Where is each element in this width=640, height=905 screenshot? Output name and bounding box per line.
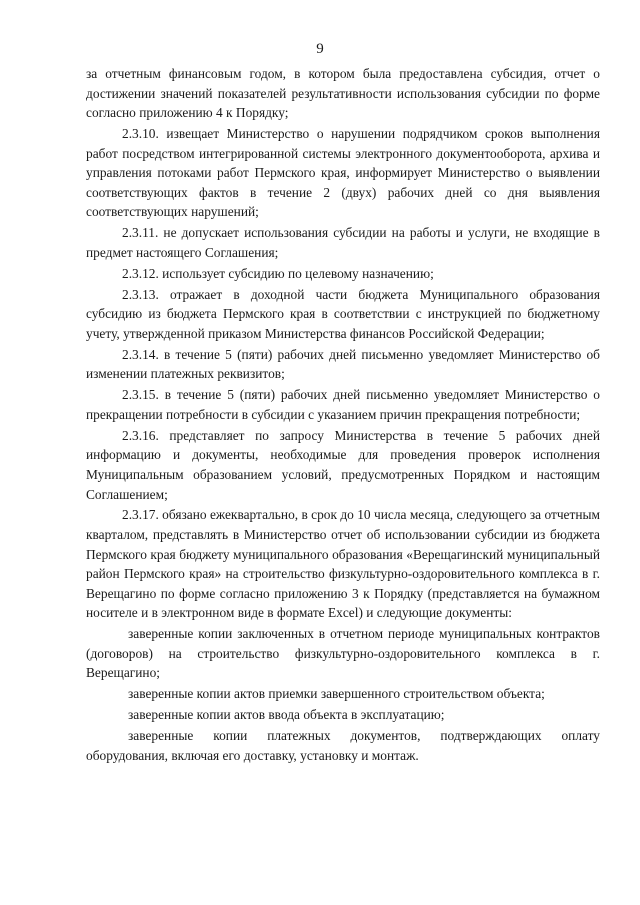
clause-2-3-13: 2.3.13. отражает в доходной части бюджета Муниципального образования субсидию из бюджета Пермского края в соответствии с инструкцией по бюджетному учету, утвержденной приказом Министерства финансов Российской Федерации;	[86, 286, 600, 341]
clause-2-3-17: 2.3.17. обязано ежеквартально, в срок до 10 числа месяца, следующего за отчетным кварталом, представлять в Министерство отчет об использовании субсидии из бюджета Пермского края бюджету муниципального образования «Верещагинский муниципальный район Пермского края» на строительство физкультурно-оздоровительного комплекса в г. Верещагино по форме согласно приложению 3 к Порядку (представляется на бумажном носителе и в электронном виде в формате Excel) и следующие документы:	[86, 507, 600, 621]
document-item-acceptance-acts: заверенные копии актов приемки завершенного строительством объекта;	[128, 686, 545, 702]
page-number: 9	[316, 41, 324, 57]
document-body	[86, 64, 600, 767]
clause-2-3-15: 2.3.15. в течение 5 (пяти) рабочих дней письменно уведомляет Министерство о прекращении потребности в субсидии с указанием причин прекращения потребности;	[86, 387, 600, 422]
clause-2-3-14: 2.3.14. в течение 5 (пяти) рабочих дней письменно уведомляет Министерство об изменении платежных реквизитов;	[86, 346, 600, 382]
document-item-contracts: заверенные копии заключенных в отчетном периоде муниципальных контрактов (договоров) на строительство физкультурно-оздоровительного комплекса в г. Верещагино;	[86, 626, 600, 681]
clause-2-3-16: 2.3.16. представляет по запросу Министерства в течение 5 рабочих дней информацию и документы, необходимые для проведения проверок исполнения Муниципальным образованием условий, предусмотренных Порядком и настоящим Соглашением;	[86, 427, 600, 502]
clause-2-3-10: 2.3.10. извещает Министерство о нарушении подрядчиком сроков выполнения работ посредством интегрированной системы электронного документооборота, архива и управления потоками работ Пермского края, информирует Министерство о выявлении соответствующих фактов в течение 2 (двух) рабочих дней со дня выявления соответствующих нарушений;	[86, 126, 600, 220]
paragraph-report-continuation: за отчетным финансовым годом, в котором была предоставлена субсидия, отчет о достижении значений показателей результативности использования субсидии по форме согласно приложению 4 к Порядку;	[86, 66, 600, 121]
clause-2-3-12: 2.3.12. использует субсидию по целевому назначению;	[122, 265, 434, 281]
clause-2-3-11: 2.3.11. не допускает использования субсидии на работы и услуги, не входящие в предмет настоящего Соглашения;	[86, 225, 600, 260]
document-item-payment-documents: заверенные копии платежных документов, подтверждающих оплату оборудования, включая его доставку, установку и монтаж.	[86, 728, 600, 763]
document-item-commissioning-acts: заверенные копии актов ввода объекта в эксплуатацию;	[128, 707, 445, 723]
